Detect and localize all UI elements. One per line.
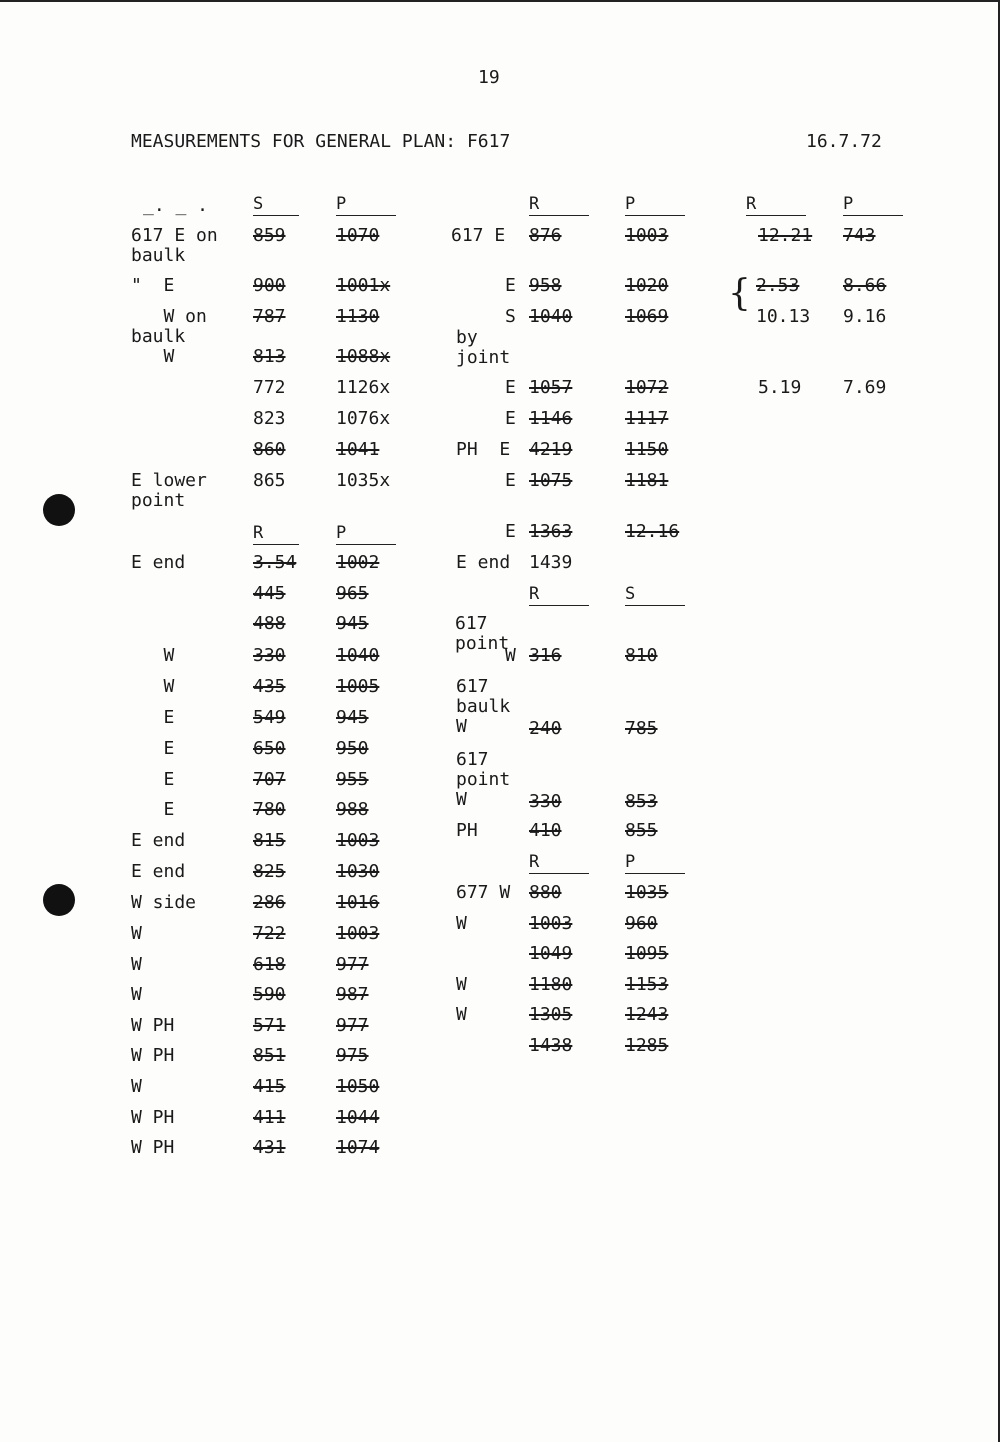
middle-row-label: 617 point [455, 613, 510, 654]
left-row-value-a: 330 [253, 645, 286, 666]
middle-row-label: 677 W [456, 882, 511, 903]
middle-row-value-b: 1072 [625, 377, 669, 398]
left-row-value-a: 431 [253, 1137, 286, 1158]
header-mid-r: R [529, 194, 589, 216]
left-row-value-b: 977 [336, 954, 369, 975]
left-row-value-b: 950 [336, 738, 369, 759]
middle-row-value-a: 1146 [529, 408, 573, 429]
header-mid3-p: P [625, 852, 685, 874]
left-row-label: W [131, 346, 175, 367]
header-mid2-s: S [625, 584, 685, 606]
right-row-value-a: 12.21 [758, 225, 813, 246]
left-row-value-b: 1070 [336, 225, 380, 246]
middle-row-value-b: 1095 [625, 943, 669, 964]
left-row-label: W [131, 645, 175, 666]
middle-row-value-b: 785 [625, 718, 658, 739]
middle-row-value-a: 1057 [529, 377, 573, 398]
header-right-r: R [746, 194, 806, 216]
middle-row-value-b: 1150 [625, 439, 669, 460]
left-row-label: W PH [131, 1107, 175, 1128]
middle-row-label: E [505, 408, 516, 429]
middle-row-value-b: 1003 [625, 225, 669, 246]
left-row-value-b: 1016 [336, 892, 380, 913]
left-row-value-a: 618 [253, 954, 286, 975]
left-row-value-a: 435 [253, 676, 286, 697]
left-row-value-b: 1003 [336, 830, 380, 851]
left-row-value-b: 1040 [336, 645, 380, 666]
left-row-value-b: 965 [336, 583, 369, 604]
left-row-value-b: 1005 [336, 676, 380, 697]
left-row-value-b: 1003 [336, 923, 380, 944]
left-row-value-b: 1030 [336, 861, 380, 882]
middle-row-value-a: 4219 [529, 439, 573, 460]
left-row-value-a: 780 [253, 799, 286, 820]
left-row-value-a: 286 [253, 892, 286, 913]
left-row-value-a: 411 [253, 1107, 286, 1128]
middle-row-value-a: 330 [529, 791, 562, 812]
left-row-label: W on baulk [131, 306, 207, 347]
middle-row-value-b: 1243 [625, 1004, 669, 1025]
left-row-value-a: 825 [253, 861, 286, 882]
left-row-value-a: 3.54 [253, 552, 297, 573]
left-row-value-b: 1074 [336, 1137, 380, 1158]
middle-row-label: W [456, 974, 467, 995]
left-row-value-b: 1088x [336, 346, 391, 367]
middle-row-value-a: 1075 [529, 470, 573, 491]
left-row-label: W [131, 954, 142, 975]
left-row-value-b: 1041 [336, 439, 380, 460]
middle-row-value-b: 853 [625, 791, 658, 812]
left-marker: _. _ . [143, 195, 209, 216]
left-row-label: W PH [131, 1137, 175, 1158]
middle-row-label: PH E [456, 439, 511, 460]
middle-row-value-a: 1040 [529, 306, 573, 327]
middle-row-value-b: 1181 [625, 470, 669, 491]
left-row-value-b: 1044 [336, 1107, 380, 1128]
header-right-p: P [843, 194, 903, 216]
left-row-value-a: 813 [253, 346, 286, 367]
middle-row-value-b: 810 [625, 645, 658, 666]
middle-row-label: E [505, 377, 516, 398]
left-row-value-a: 445 [253, 583, 286, 604]
right-row-value-a: 2.53 [756, 275, 800, 296]
header-left2-r: R [253, 523, 299, 545]
left-row-value-a: 590 [253, 984, 286, 1005]
left-row-value-b: 945 [336, 613, 369, 634]
brace-symbol: { [728, 273, 751, 314]
left-row-value-a: 900 [253, 275, 286, 296]
middle-row-label: 617 baulk W [456, 676, 511, 737]
left-row-value-a: 859 [253, 225, 286, 246]
middle-row-label: E [505, 470, 516, 491]
left-row-value-a: 707 [253, 769, 286, 790]
middle-row-label: S [505, 306, 516, 327]
left-row-value-b: 988 [336, 799, 369, 820]
left-row-label: E lower point [131, 470, 207, 511]
middle-row-value-b: 1020 [625, 275, 669, 296]
header-mid3-r: R [529, 852, 589, 874]
left-row-value-b: 945 [336, 707, 369, 728]
left-row-value-a: 815 [253, 830, 286, 851]
middle-row-label: E [505, 275, 516, 296]
left-row-label: W PH [131, 1045, 175, 1066]
left-row-value-b: 1002 [336, 552, 380, 573]
middle-row-label: W [505, 645, 516, 666]
punch-hole-bottom [43, 884, 75, 916]
middle-row-value-a: 876 [529, 225, 562, 246]
left-row-value-a: 722 [253, 923, 286, 944]
left-row-label: E end [131, 552, 186, 573]
middle-row-label: PH [456, 820, 478, 841]
right-row-value-a: 5.19 [758, 377, 802, 398]
left-row-label: W PH [131, 1015, 175, 1036]
left-row-value-b: 1130 [336, 306, 380, 327]
left-row-label: E end [131, 861, 186, 882]
middle-row-value-a: 1305 [529, 1004, 573, 1025]
right-row-value-b: 8.66 [843, 275, 887, 296]
middle-row-label: 617 E [451, 225, 506, 246]
left-row-value-b: 987 [336, 984, 369, 1005]
middle-row-label: W [456, 1004, 467, 1025]
left-row-value-a: 549 [253, 707, 286, 728]
left-row-value-b: 1050 [336, 1076, 380, 1097]
middle-row-value-b: 1153 [625, 974, 669, 995]
middle-row-value-a: 958 [529, 275, 562, 296]
left-row-label: W side [131, 892, 197, 913]
left-row-value-b: 955 [336, 769, 369, 790]
right-row-value-a: 10.13 [756, 306, 811, 327]
middle-row-value-b: 960 [625, 913, 658, 934]
middle-row-value-a: 1049 [529, 943, 573, 964]
left-row-value-a: 488 [253, 613, 286, 634]
middle-row-value-a: 410 [529, 820, 562, 841]
right-row-value-b: 9.16 [843, 306, 887, 327]
middle-row-value-a: 880 [529, 882, 562, 903]
left-row-label: W [131, 923, 142, 944]
middle-row-label: by joint [456, 327, 511, 368]
left-row-label: E end [131, 830, 186, 851]
left-row-label: 617 E on baulk [131, 225, 218, 266]
middle-row-value-b: 1117 [625, 408, 669, 429]
middle-row-label: E [505, 521, 516, 542]
left-row-label: E [131, 738, 175, 759]
middle-row-value-b: 1035 [625, 882, 669, 903]
document-title: MEASUREMENTS FOR GENERAL PLAN: F617 [131, 131, 511, 152]
middle-row-value-a: 1180 [529, 974, 573, 995]
left-row-value-a: 650 [253, 738, 286, 759]
left-row-value-a: 571 [253, 1015, 286, 1036]
middle-row-value-b: 12.16 [625, 521, 680, 542]
left-row-value-a: 772 [253, 377, 286, 398]
left-row-value-b: 1035x [336, 470, 391, 491]
middle-row-value-a: 1438 [529, 1035, 573, 1056]
left-row-value-b: 1001x [336, 275, 391, 296]
left-row-value-b: 1126x [336, 377, 391, 398]
page-number: 19 [478, 67, 500, 88]
middle-row-value-a: 1363 [529, 521, 573, 542]
right-row-value-b: 743 [843, 225, 876, 246]
middle-row-label: E end [456, 552, 511, 573]
middle-row-value-a: 1439 [529, 552, 573, 573]
left-row-label: W [131, 676, 175, 697]
middle-row-value-a: 316 [529, 645, 562, 666]
left-row-value-b: 977 [336, 1015, 369, 1036]
left-row-value-a: 860 [253, 439, 286, 460]
header-mid-p: P [625, 194, 685, 216]
left-row-label: E [131, 707, 175, 728]
middle-row-value-b: 1069 [625, 306, 669, 327]
left-row-value-b: 1076x [336, 408, 391, 429]
left-row-label: E [131, 769, 175, 790]
header-left2-p: P [336, 523, 396, 545]
left-row-value-a: 823 [253, 408, 286, 429]
middle-row-value-a: 240 [529, 718, 562, 739]
left-row-value-b: 975 [336, 1045, 369, 1066]
header-p: P [336, 194, 396, 216]
left-row-value-a: 851 [253, 1045, 286, 1066]
middle-row-label: 617 point W [456, 749, 511, 810]
page-edge-top [0, 0, 1000, 2]
left-row-value-a: 787 [253, 306, 286, 327]
header-s: S [253, 194, 299, 216]
middle-row-label: W [456, 913, 467, 934]
middle-row-value-a: 1003 [529, 913, 573, 934]
middle-row-value-b: 1285 [625, 1035, 669, 1056]
left-row-label: E [131, 799, 175, 820]
document-date: 16.7.72 [806, 131, 882, 152]
right-row-value-b: 7.69 [843, 377, 887, 398]
left-row-value-a: 865 [253, 470, 286, 491]
left-row-label: W [131, 984, 142, 1005]
punch-hole-top [43, 494, 75, 526]
left-row-label: " E [131, 275, 175, 296]
left-row-value-a: 415 [253, 1076, 286, 1097]
left-row-label: W [131, 1076, 142, 1097]
middle-row-value-b: 855 [625, 820, 658, 841]
header-mid2-r: R [529, 584, 589, 606]
